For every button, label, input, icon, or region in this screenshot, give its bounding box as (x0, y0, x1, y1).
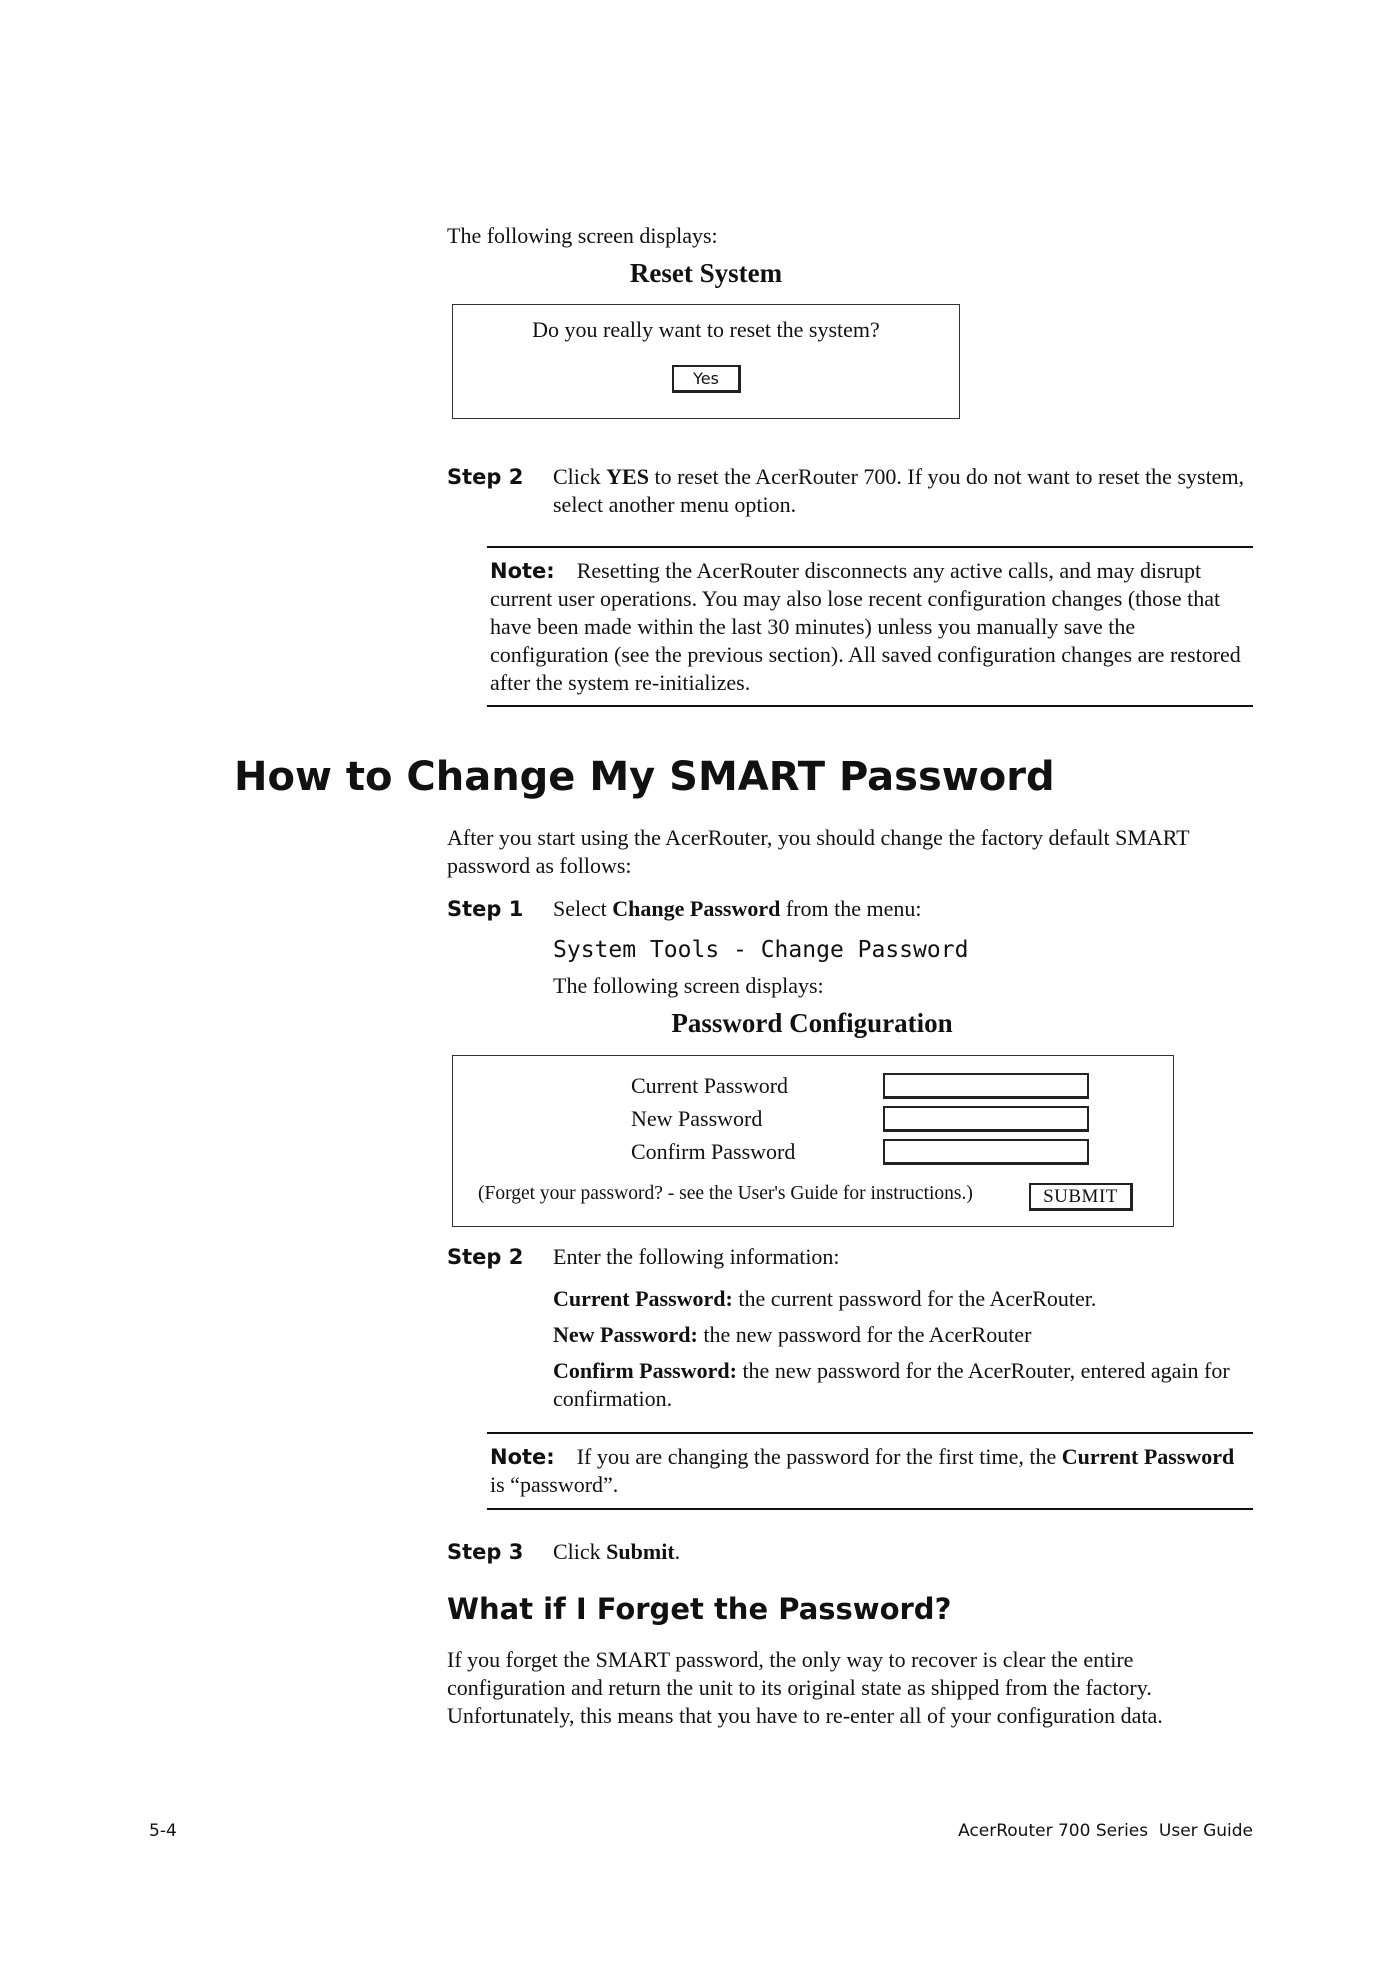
confirm-password-label: Confirm Password (631, 1139, 796, 1164)
step2-reset-yes: YES (606, 464, 649, 489)
forget-text: If you forget the SMART password, the only way to recover is clear the entire configuration and return the unit to its original state as shipped from the factory. Unfortunately, this means that you have to re-enter all of your configuration data. (447, 1647, 1163, 1728)
confirm-password-input[interactable] (883, 1139, 1089, 1165)
reset-screen-title: Reset System (629, 258, 783, 288)
forget-heading: What if I Forget the Password? (447, 1592, 952, 1626)
step2-reset-post: to reset the AcerRouter 700. If you do not want to reset the system, select another menu option. (553, 464, 1245, 517)
note2-post: is “password”. (490, 1472, 619, 1497)
step2-reset-pre: Click (553, 464, 607, 489)
note2 (490, 1443, 1250, 1499)
info-term-new: New Password: (553, 1322, 698, 1347)
note1-label: Note: (490, 559, 555, 583)
step2-info-text: Enter the following information: (553, 1244, 840, 1269)
step3-pre: Click (553, 1539, 607, 1564)
submit-button[interactable]: SUBMIT (1029, 1183, 1133, 1211)
note1-top-rule (487, 546, 1253, 548)
step2-info-label: Step 2 (447, 1245, 524, 1269)
step1-pre: Select (553, 896, 613, 921)
step1-label: Step 1 (447, 897, 524, 921)
note2-pre: If you are changing the password for the first time, the (576, 1444, 1062, 1469)
step2-reset-label: Step 2 (447, 465, 524, 489)
reset-prompt: Do you really want to reset the system? (532, 317, 880, 342)
info-term-confirm: Confirm Password: (553, 1358, 737, 1383)
info-item-new (553, 1321, 1253, 1349)
note2-label: Note: (490, 1445, 555, 1469)
step3-bold: Submit (606, 1539, 675, 1564)
yes-button[interactable]: Yes (672, 365, 741, 393)
note2-top-rule (487, 1432, 1253, 1434)
page-number: 5-4 (149, 1821, 177, 1841)
current-password-label: Current Password (631, 1073, 789, 1098)
info-desc-new: the new password for the AcerRouter (697, 1322, 1032, 1347)
note2-bold: Current Password (1061, 1444, 1235, 1469)
reset-intro: The following screen displays: (447, 223, 718, 248)
step1-text (553, 895, 921, 923)
guide-title: AcerRouter 700 Series User Guide (958, 1821, 1253, 1841)
info-item-current (553, 1285, 1253, 1313)
note2-bottom-rule (487, 1508, 1253, 1510)
note1-text: Resetting the AcerRouter disconnects any active calls, and may disrupt current user operations. You may also lose recent configuration changes (those that have been made within the last 30 minutes) unless you manually save the configuration (see the previous section). All saved configuration changes are restored after the system re-initializes. (490, 558, 1241, 695)
info-term-current: Current Password: (553, 1286, 733, 1311)
step1-post: from the menu: (780, 896, 922, 921)
password-dialog (452, 1055, 1174, 1227)
step1-after: The following screen displays: (553, 973, 824, 998)
step1-bold: Change Password (612, 896, 781, 921)
note1 (490, 557, 1250, 697)
step3-text (553, 1538, 680, 1566)
new-password-label: New Password (631, 1106, 763, 1131)
current-password-input[interactable] (883, 1073, 1089, 1099)
new-password-input[interactable] (883, 1106, 1089, 1132)
menu-path: System Tools - Change Password (553, 937, 969, 963)
step3-post: . (674, 1539, 681, 1564)
reset-dialog (452, 304, 960, 419)
step3-label: Step 3 (447, 1540, 524, 1564)
section-heading: How to Change My SMART Password (234, 754, 1055, 800)
forget-password-hint: (Forget your password? - see the User's Guide for instructions.) (478, 1183, 973, 1204)
note1-bottom-rule (487, 705, 1253, 707)
section-intro: After you start using the AcerRouter, you should change the factory default SMART password as follows: (447, 825, 1190, 878)
step2-reset-text (553, 463, 1253, 519)
info-item-confirm (553, 1357, 1253, 1413)
info-desc-current: the current password for the AcerRouter. (732, 1286, 1097, 1311)
info-desc-confirm: the new password for the AcerRouter, entered again for confirmation. (553, 1358, 1230, 1411)
password-screen-title: Password Configuration (671, 1008, 953, 1038)
